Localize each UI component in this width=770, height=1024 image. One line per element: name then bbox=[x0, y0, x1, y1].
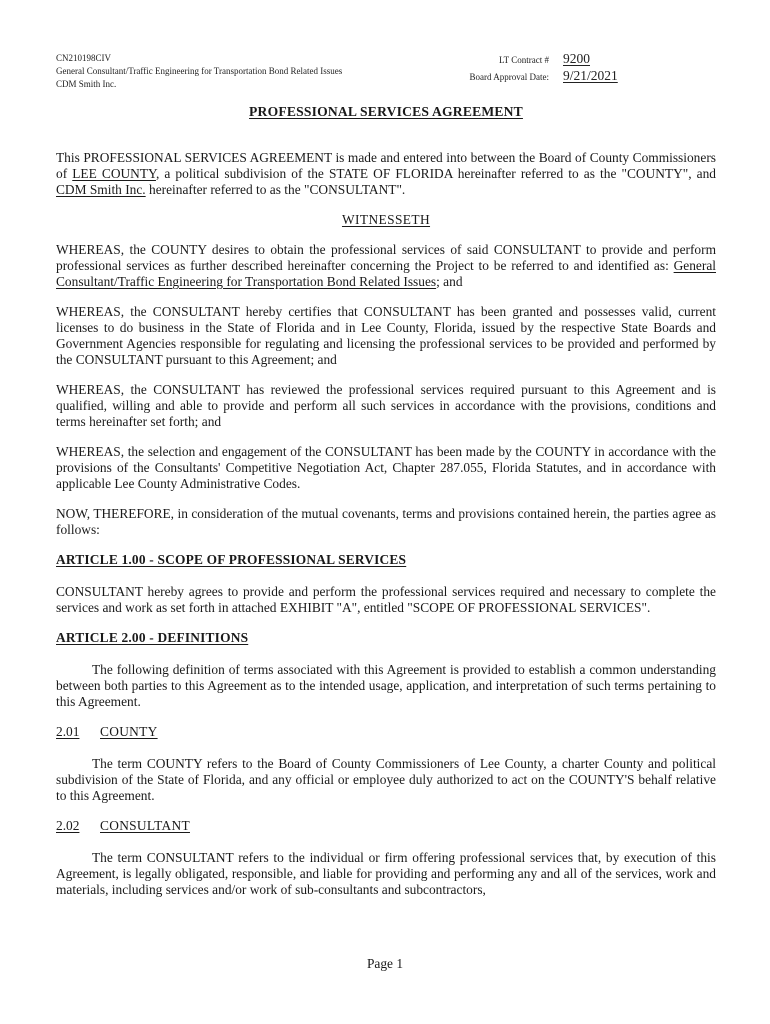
contract-number-value: 9200 bbox=[563, 51, 590, 66]
article-1-text: CONSULTANT hereby agrees to provide and perform the professional services required and necessary to complete the services and work as set forth in attached EXHIBIT "A", entitled "SCOPE OF PROFESSIONAL SERVICES". bbox=[56, 584, 716, 615]
page-title: PROFESSIONAL SERVICES AGREEMENT bbox=[249, 104, 523, 119]
whereas-1-end: ; and bbox=[436, 274, 463, 289]
now-therefore-paragraph: NOW, THEREFORE, in consideration of the mutual covenants, terms and provisions contained herein, the parties agree as follows: bbox=[56, 506, 716, 537]
section-2-01-heading bbox=[56, 724, 716, 740]
project-name: General Consultant/Traffic Engineering for Transportation Bond Related Issues bbox=[56, 258, 716, 289]
intro-text-2: , a political subdivision of the STATE OF FLORIDA hereinafter referred to as the "COUNTY", and bbox=[155, 166, 716, 181]
section-name: COUNTY bbox=[100, 724, 158, 739]
section-number: 2.01 bbox=[56, 724, 80, 739]
whereas-paragraph-4: WHEREAS, the selection and engagement of the CONSULTANT has been made by the COUNTY in accordance with the provisions of the Consultants' Competitive Negotiation Act, Chapter 287.055, Florida Statutes, and in accordance with applicable Lee County Administrative Codes. bbox=[56, 444, 716, 491]
consultant-name: CDM Smith Inc. bbox=[56, 182, 146, 197]
section-2-02-text: The term CONSULTANT refers to the individual or firm offering professional services that, by execution of this Agreement, is legally obligated, responsible, and liable for providing and performing any and all of the services, work and materials, including services and/or work of sub-consultants and subcontractors, bbox=[56, 850, 716, 897]
header-consultant-name: CDM Smith Inc. bbox=[56, 79, 117, 89]
article-1-heading: ARTICLE 1.00 - SCOPE OF PROFESSIONAL SERVICES bbox=[56, 552, 407, 567]
whereas-paragraph-1 bbox=[56, 242, 716, 290]
document-header-right bbox=[449, 51, 618, 85]
approval-date-label: Board Approval Date: bbox=[469, 72, 549, 82]
section-number: 2.02 bbox=[56, 818, 80, 833]
header-contract-code: CN210198CIV bbox=[56, 53, 112, 63]
section-2-02-heading bbox=[56, 818, 716, 834]
agreement-body bbox=[56, 104, 716, 912]
whereas-paragraph-2: WHEREAS, the CONSULTANT hereby certifies that CONSULTANT has been granted and possesses valid, current licenses to do business in the State of Florida and in Lee County, Florida, issued by the respective State Boards and Government Agencies responsible for regulating and licensing the professional services to be provided and performed by the CONSULTANT pursuant to this Agreement; and bbox=[56, 304, 716, 367]
header-project-title: General Consultant/Traffic Engineering for Transportation Bond Related Issues bbox=[56, 66, 343, 76]
whereas-1-text: WHEREAS, the COUNTY desires to obtain the professional services of said CONSULTANT to provide and perform professional services as further described hereinafter concerning the Project to be referred to and identified as: bbox=[56, 242, 716, 273]
approval-date-value: 9/21/2021 bbox=[563, 68, 618, 83]
approval-date-row bbox=[449, 68, 618, 85]
document-header-left bbox=[56, 52, 342, 91]
witnesseth-heading: WITNESSETH bbox=[341, 212, 431, 227]
intro-text-3: hereinafter referred to as the "CONSULTANT". bbox=[145, 182, 406, 197]
contract-number-label: LT Contract # bbox=[499, 55, 549, 65]
article-2-text: The following definition of terms associated with this Agreement is provided to establish a common understanding between both parties to this Agreement as to the intended usage, application, and interpretation of such terms pertaining to this Agreement. bbox=[56, 662, 716, 709]
whereas-paragraph-3: WHEREAS, the CONSULTANT has reviewed the professional services required pursuant to this Agreement and is qualified, willing and able to provide and perform all such services in accordance with the provisions, conditions and terms hereinafter set forth; and bbox=[56, 382, 716, 429]
section-name: CONSULTANT bbox=[100, 818, 190, 833]
section-2-01-text: The term COUNTY refers to the Board of County Commissioners of Lee County, a charter County and political subdivision of the State of Florida, and any official or employee duly authorized to act on the COUNTY'S behalf relative to this Agreement. bbox=[56, 756, 716, 803]
page-number: Page 1 bbox=[366, 956, 404, 971]
intro-text-1: This PROFESSIONAL SERVICES AGREEMENT is made and entered into between the Board of County Commissioners of bbox=[56, 150, 716, 181]
contract-number-row bbox=[449, 51, 618, 68]
intro-paragraph bbox=[56, 150, 716, 198]
county-name: LEE COUNTY bbox=[72, 166, 156, 181]
article-2-heading: ARTICLE 2.00 - DEFINITIONS bbox=[56, 630, 249, 645]
